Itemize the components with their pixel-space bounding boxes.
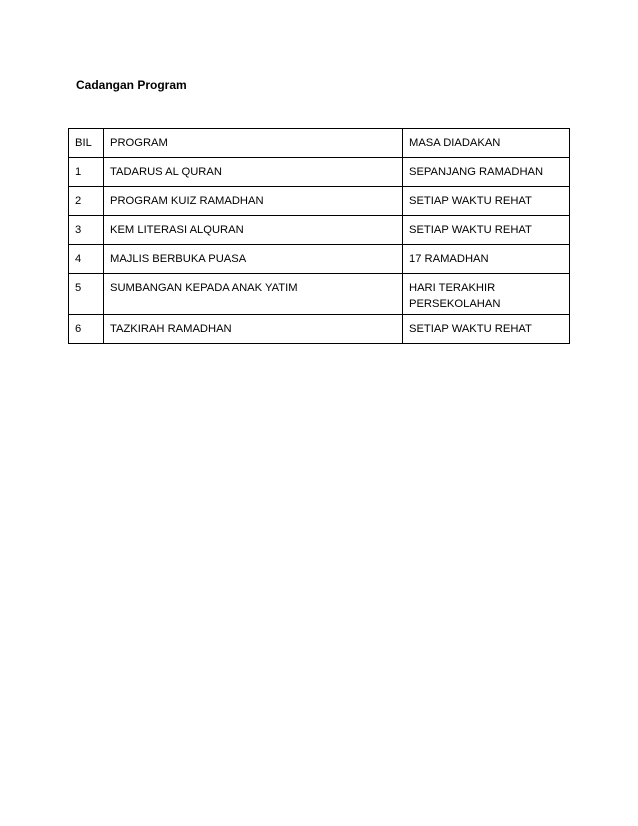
cell-masa: SETIAP WAKTU REHAT	[403, 315, 570, 344]
cell-program: KEM LITERASI ALQURAN	[104, 216, 403, 245]
cell-masa-line: PERSEKOLAHAN	[409, 298, 501, 310]
table-row	[69, 187, 570, 216]
cell-masa: SETIAP WAKTU REHAT	[403, 216, 570, 245]
cell-masa: 17 RAMADHAN	[403, 245, 570, 274]
table-row	[69, 158, 570, 187]
program-table	[68, 128, 570, 344]
header-cell-program: PROGRAM	[104, 129, 403, 158]
cell-program: TADARUS AL QURAN	[104, 158, 403, 187]
cell-masa: SEPANJANG RAMADHAN	[403, 158, 570, 187]
table-row	[69, 216, 570, 245]
table-header-row	[69, 129, 570, 158]
cell-masa: SETIAP WAKTU REHAT	[403, 187, 570, 216]
cell-masa	[403, 274, 570, 315]
cell-bil: 2	[69, 187, 104, 216]
cell-program: SUMBANGAN KEPADA ANAK YATIM	[104, 274, 403, 315]
cell-bil: 3	[69, 216, 104, 245]
cell-bil: 6	[69, 315, 104, 344]
cell-bil: 5	[69, 274, 104, 315]
cell-program: MAJLIS BERBUKA PUASA	[104, 245, 403, 274]
header-cell-bil: BIL	[69, 129, 104, 158]
header-cell-masa: MASA DIADAKAN	[403, 129, 570, 158]
cell-masa-line: HARI TERAKHIR	[409, 282, 496, 294]
cell-bil: 1	[69, 158, 104, 187]
table-row	[69, 245, 570, 274]
cell-bil: 4	[69, 245, 104, 274]
cell-program: TAZKIRAH RAMADHAN	[104, 315, 403, 344]
cell-program: PROGRAM KUIZ RAMADHAN	[104, 187, 403, 216]
document-heading: Cadangan Program	[76, 78, 187, 92]
table-row	[69, 274, 570, 315]
table-row	[69, 315, 570, 344]
